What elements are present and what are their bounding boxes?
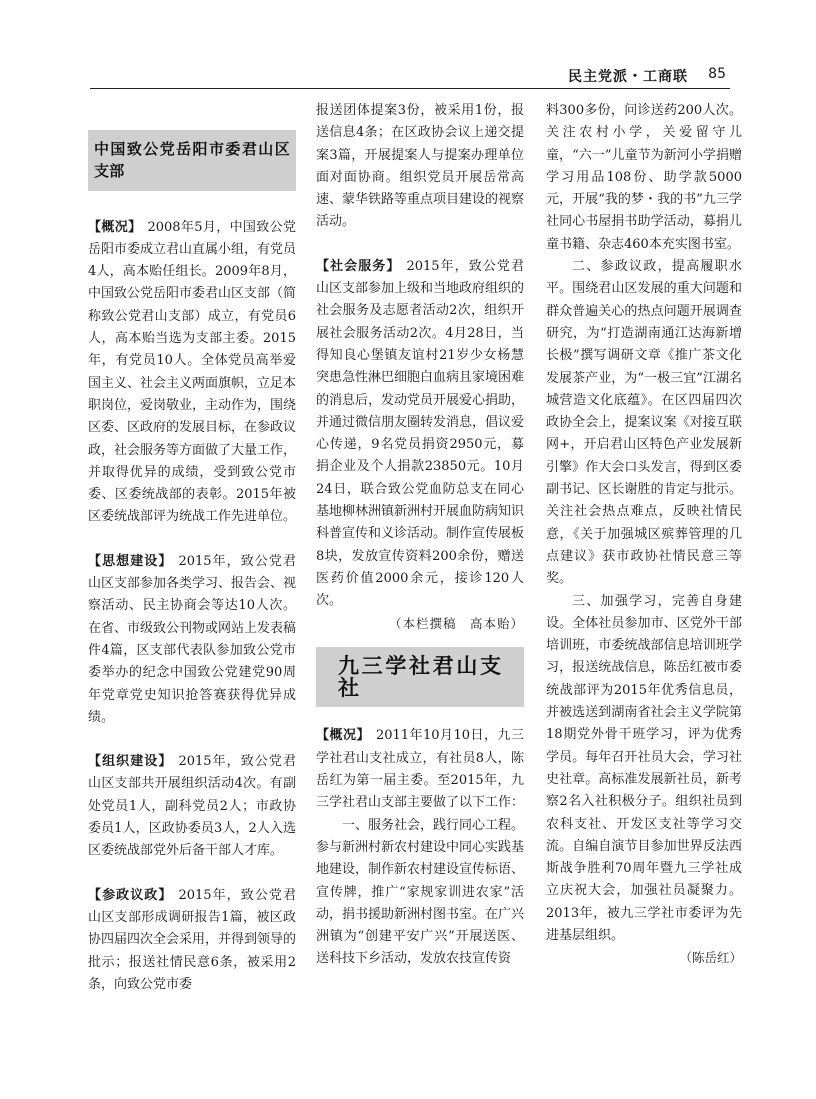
text-social-service: 2015年，致公党君山区支部参加上级和当地政府组织的社会服务及志愿者活动2次，组织开展社会服务活动2次。4月28日，当得知良心堡镇友谊村21岁少女杨慧突患急性淋巴细胞白血病且家境困难的消息后，发动党员开展爱心捐助，并通过微信朋友圈转发消息，倡议爱心传递，9名党员捐资2950元，募捐企业及个人捐款23850元。10月24日，联合致公党血防总支在同心基地柳林洲镇新洲村开展血防病知识科普宣传和义诊活动。制作宣传展板8块，发放宣传资料200余份，赠送医药价值2000余元，接诊120人次。 bbox=[316, 258, 525, 609]
text-organization: 2015年，致公党君山区支部共开展组织活动4次。有副处党员1人，副科党员2人；市政协委员1人，区政协委员3人，2人入选区委统战部党外后备干部人才库。 bbox=[88, 754, 296, 859]
tag-organization: 【组织建设】 bbox=[88, 754, 173, 770]
paragraph-organization bbox=[88, 751, 296, 862]
paragraph-policy bbox=[88, 885, 296, 996]
tag-jiusan-overview: 【概况】 bbox=[316, 728, 370, 744]
paragraph-jiusan-two: 二、参政议政，提高履职水平。围绕君山区发展的重大问题和群众普遍关心的热点问题开展调查研究，为“打造湖南通江达海新增长极”撰写调研文章《推广茶文化发展茶产业，为“一极三宜”江湖名城营造文化底蕴》。在区四届四次政协全会上，提案议案《对接互联网+，开启君山区特色产业发展新引擎》作大会口头发言，得到区委副书记、区长谢胜的肯定与批示。关注社会热点难点，反映社情民意，《关于加强城区殡葬管理的几点建议》获市政协社情民意三等奖。 bbox=[546, 259, 742, 587]
text-ideology: 2015年，致公党君山区支部参加各类学习、报告会、视察活动、民主协商会等达10人次。在省、市级致公刊物或网站上发表稿件4篇，区支部代表队参加致公党市委举办的纪念中国致公党建党90周年党章党史知识抢答赛获得优异成绩。 bbox=[88, 553, 297, 725]
author-credit-jiusan: （陈岳红） bbox=[679, 950, 742, 966]
tag-ideology: 【思想建设】 bbox=[88, 553, 173, 569]
paragraph-jiusan-one-continued: 料300多份，问诊送药200人次。关注农村小学，关爱留守儿童，“六一”儿童节为新河小学捐赠学习用品108份、助学款5000元，开展“我的梦・我的书”九三学社同心书屋捐书助学活动，募捐儿童书籍、杂志460本充实图书室。 bbox=[546, 103, 742, 252]
tag-social-service: 【社会服务】 bbox=[316, 258, 401, 274]
section-heading-jiusan-junshan: 九三学社君山支社 bbox=[316, 647, 524, 708]
column-3 bbox=[546, 100, 742, 970]
paragraph-jiusan-three: 三、加强学习，完善自身建设。全体社员参加市、区党外干部培训班，市委统战部信息培训班学习，报送统战信息，陈岳红被市委统战部评为2015年优秀信息员，并被选送到湖南省社会主义学院第18期党外骨干班学习，评为优秀学员。每年召开社员大会，学习社史社章。高标准发展新社员，新考察2名入社积极分子。组织社员到农科支社、开发区支社等学习交流。自编自演节目参加世界反法西斯战争胜利70周年暨九三学社成立庆祝大会，加强社员凝聚力。2013年，被九三学社市委评为先进基层组织。 bbox=[546, 593, 742, 943]
text-overview: 2008年5月，中国致公党岳阳市委成立君山直属小组，有党员4人，高本贻任组长。2009年8月，中国致公党岳阳市委君山区支部（简称致公党君山支部）成立，有党员6人，高本贻当选为支部主委。2015年，有党员10人。全体党员高举爱国主义、社会主义两面旗帜，立足本职岗位，爱岗敬业，主动作为，围绕区委、区政府的发展目标，在参政议政，社会服务等方面做了大量工作，并取得优异的成绩，受到致公党市委、区委统战部的表彰。2015年被区委统战部评为统战工作先进单位。 bbox=[88, 219, 297, 525]
column-1 bbox=[88, 100, 296, 996]
paragraph-jiusan-one: 一、服务社会，践行同心工程。参与新洲村新农村建设中同心实践基地建设，制作新农村建设宣传标语、宣传牌，推广“家规家训进农家”活动，捐书援助新洲村图书室。在广兴洲镇为“创建平安广兴”开展送医、送科技下乡活动，发放农技宣传资 bbox=[316, 817, 525, 967]
tag-overview: 【概况】 bbox=[88, 219, 142, 235]
paragraph-overview bbox=[88, 217, 296, 529]
section-title: 民主党派・工商联 bbox=[568, 69, 688, 85]
paragraph-ideology bbox=[88, 551, 296, 729]
paragraph-policy-continued: 报送团体提案3份，被采用1份，报送信息4条；在区政协会议上递交提案3篇，开展提案人与提案办理单位面对面协商。组织党员开展岳常高速、蒙华铁路等重点项目建设的视察活动。 bbox=[316, 103, 525, 230]
text-jiusan-overview: 2011年10月10日，九三学社君山支社成立，有社员8人，陈岳红为第一届主委。至2015年，九三学社君山支部主要做了以下工作： bbox=[316, 728, 525, 811]
paragraph-social-service bbox=[316, 256, 524, 613]
section-heading-cpa-junshan: 中国致公党岳阳市委君山区支部 bbox=[88, 130, 296, 191]
text-policy: 2015年，致公党君山区支部形成调研报告1篇，被区政协四届四次全会采用，并得到领导的批示；报送社情民意6条，被采用2条，向致公党市委 bbox=[88, 887, 297, 992]
author-credit-cpa: （本栏撰稿 高本贻） bbox=[388, 615, 524, 631]
paragraph-jiusan-overview bbox=[316, 725, 524, 814]
column-2 bbox=[316, 100, 524, 971]
running-header bbox=[90, 62, 730, 89]
page-number: 85 bbox=[708, 66, 726, 82]
tag-policy: 【参政议政】 bbox=[88, 887, 173, 903]
